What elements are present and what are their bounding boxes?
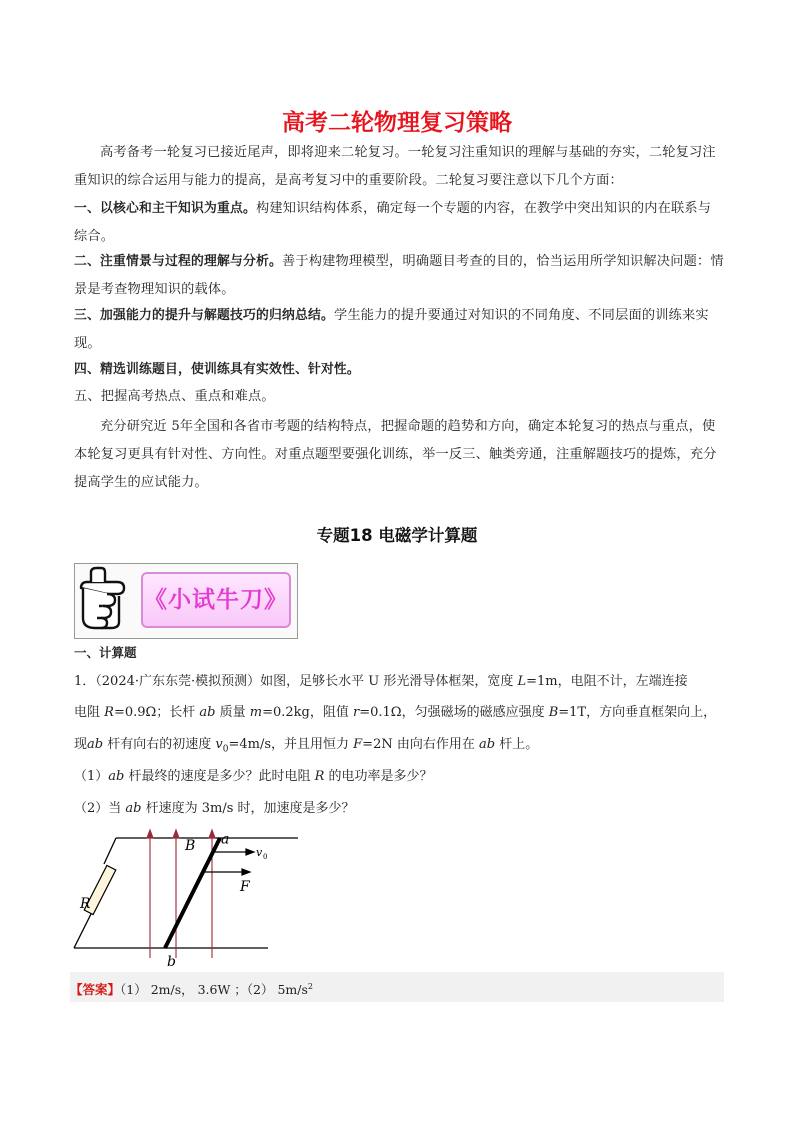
force-arrowhead [242,869,250,875]
q-text: =1T，方向垂直框架向上， [558,705,717,720]
label-F: F [240,879,250,895]
point-3-heading: 三、加强能力的提升与解题技巧的归纳总结。 [74,308,334,323]
var-ab: ab [199,705,216,720]
q-text: =0.1Ω，匀强磁场的磁感应强度 [359,705,549,720]
point-4 [74,356,724,384]
question-line-1 [74,668,724,696]
q-text: =1m，电阻不计，左端连接 [526,674,688,689]
field-arrowhead [209,830,215,838]
var-ab: ab [478,737,496,752]
label-b: b [167,954,176,970]
var-v-sub: 0 [222,744,229,755]
var-ab: ab [87,737,104,752]
circuit-figure [68,828,308,970]
point-2 [74,248,724,304]
topic-title: 专题18 电磁学计算题 [316,526,478,545]
q-text: =4m/s，并且用恒力 [228,737,354,752]
label-v-sub: 0 [263,853,268,861]
answer-box [70,972,724,1002]
q-text: （2）当 [74,801,126,816]
var-ab: ab [108,769,125,784]
var-v: v [215,737,223,752]
q-text: 杆有向右的初速度 [103,737,216,752]
q-text: 的电功率是多少？ [324,769,433,784]
var-F: F [353,737,363,752]
point-4-heading: 四、精选训练题目，使训练具有实效性、针对性。 [74,362,360,377]
q-text: 质量 [215,705,250,720]
closing-paragraph: 充分研究近 5年全国和各省市考题的结构特点，把握命题的趋势和方向，确定本轮复习的热点与重点，使本轮复习更具有针对性、方向性。对重点题型要强化训练，举一反三、触类旁通，注重解题技巧的提炼，充分提高学生的应试能力。 [74,419,717,490]
var-m: m [249,705,263,720]
point-1 [74,195,724,251]
section-badge [74,563,298,639]
point-2-text: 善于构建物理模型，明确题目考查的目的，恰当运用所学知识解决问题：情景是考查物理知识的载体。 [74,254,724,297]
question-line-3 [74,731,724,764]
point-2-heading: 二、注重情景与过程的理解与分析。 [74,254,282,269]
q-text: 1．（2024·广东东莞·模拟预测）如图，足够长水平 U 形光滑导体框架，宽度 [74,674,518,689]
answer-exponent: 2 [307,982,314,991]
velocity-arrowhead [246,849,254,855]
var-ab: ab [125,801,142,816]
q-text: 杆速度为 3m/s 时，加速度是多少？ [141,801,355,816]
badge-pill [141,572,291,628]
badge-text: 《小试牛刀》 [144,587,288,613]
question-line-2 [74,699,724,727]
point-5 [74,383,724,411]
intro-paragraph: 高考备考一轮复习已接近尾声，即将迎来二轮复习。一轮复习注重知识的理解与基础的夯实，二轮复习注重知识的综合运用与能力的提高，是高考复习中的重要阶段。二轮复习要注意以下几个方面： [74,145,716,188]
point-1-heading: 一、以核心和主干知识为重点。 [74,201,256,216]
point-1-text: 构建知识结构体系，确定每一个专题的内容，在教学中突出知识的内在联系与综合。 [74,201,712,244]
left-rail-lower [74,914,91,948]
point-3-text: 学生能力的提升要通过对知识的不同角度、不同层面的训练来实现。 [74,308,709,351]
label-v: v [256,846,263,859]
answer-text: （1） 2m/s， 3.6W ；（2） 5m/s [120,982,308,998]
q-text: 现 [74,737,88,752]
section-heading: 一、计算题 [74,645,137,660]
page-title: 高考二轮物理复习策略 [282,110,512,136]
pointing-hand-icon [77,566,141,634]
field-arrowhead [173,830,179,838]
var-r: r [353,705,360,720]
q-text: 杆上。 [495,737,539,752]
sub-question-2 [74,795,724,823]
q-text: =0.9Ω；长杆 [113,705,200,720]
var-R: R [314,769,325,784]
q-text: （1） [74,769,109,784]
var-L: L [517,674,527,689]
field-arrowhead [147,830,153,838]
label-R: R [80,896,91,912]
var-R: R [104,705,114,720]
left-rail-upper [104,838,116,864]
q-text: 电阻 [74,705,105,720]
label-a: a [221,831,230,848]
point-5-text: 五、把握高考热点、重点和难点。 [74,389,275,404]
q-text: 杆最终的速度是多少？此时电阻 [124,769,315,784]
q-text: =0.2kg，阻值 [262,705,353,720]
answer-tag: 【答案】 [70,982,121,998]
q-text: =2N 由向右作用在 [362,737,479,752]
sub-question-1 [74,763,724,791]
label-B: B [185,838,196,854]
point-3 [74,302,724,358]
var-B: B [548,705,559,720]
